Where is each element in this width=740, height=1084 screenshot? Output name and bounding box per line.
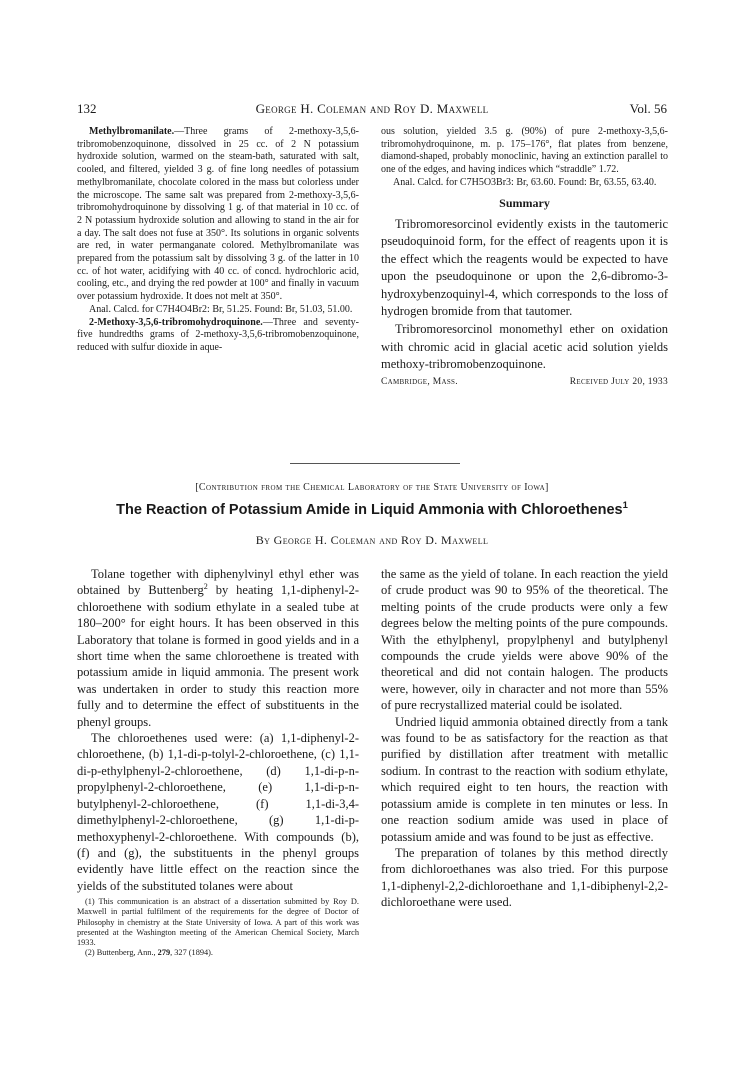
body-paragraph: The preparation of tolanes by this method directly from dichloroethanes was also tried. For this purpose 1,1-diphenyl-2,2-dichloroethane and 1,1-dibiphenyl-2,2-dichloroethane were used.: [381, 845, 668, 910]
body-paragraph: Undried liquid ammonia obtained directly from a tank was found to be as satisfactory for the reaction as that purified by distillation after treatment with metallic sodium. In contrast to the reaction with sodium ethylate, which required eight to ten hours, the reaction with potassium amide is complete in ten minutes or less. In one reaction sodium amide was used in place of potassium amide and was found to be just as effective.: [381, 714, 668, 844]
signoff-place: Cambridge, Mass.: [381, 376, 458, 387]
running-title: George H. Coleman and Roy D. Maxwell: [255, 101, 489, 116]
contribution-line: [Contribution from the Chemical Laboratory of the State University of Iowa]: [195, 482, 549, 493]
running-head: [77, 101, 667, 117]
summary-paragraph: Tribromoresorcinol monomethyl ether on oxidation with chromic acid in glacial acetic acid solution yields methoxy-tribromobenzoquinone.: [381, 322, 668, 372]
article-title: [77, 499, 667, 518]
compound-heading: Methylbromanilate.: [89, 126, 175, 137]
compound-heading: 2-Methoxy-3,5,6-tribromohydroquinone.: [89, 316, 263, 328]
footnote-marker: 1: [622, 499, 628, 511]
footnote-2: [77, 948, 359, 958]
methylbromanilate-paragraph: [77, 126, 359, 304]
hydroquinone-paragraph: [77, 317, 359, 355]
signoff: [381, 377, 668, 387]
signoff-received: Received July 20, 1933: [569, 376, 668, 387]
paragraph-text: —Three grams of 2-methoxy-3,5,6-tribromobenzoquinone, dissolved in 25 cc. of 2 N potassium hydroxide solution, warmed on the steam-bath, saturated with salt, cooled, and filtered, yielded 3 g. of fine long needles of potassium methylbromanilate, chocolate colored in the mass but colorless under the microscope. The same salt was prepared from 2-methoxy-3,5,6-tribromohydroquinone by dissolving 1 g. of that material in 10 cc. of 2 N potassium hydroxide solution and allowing to stand in the air for a day. The salt does not fuse at 350°. Its solutions in organic solvents are red, in water permanganate colored. Methylbromanilate was prepared from the potassium salt by dissolving 3 g. of the latter in 10 cc. of hot water, acidifying with 40 cc. of concd. hydrochloric acid, cooling, etc., and drying the red powder at 100° and finally in vacuum over potassium hydroxide. It does not melt at 350°.: [77, 126, 359, 303]
page-number: 132: [77, 101, 97, 116]
volume-label: Vol. 56: [629, 101, 667, 116]
footnote-text: (2) Buttenberg, Ann.,: [85, 948, 158, 958]
paragraph-text: Tolane together with diphenylvinyl ethyl ether was obtained by Buttenberg: [77, 567, 359, 598]
article-authors: By George H. Coleman and Roy D. Maxwell: [255, 533, 489, 547]
paragraph-text: —Three and seventy-five hundredths grams of 2-methoxy-3,5,6-tribromobenzoquinone, reduced with sulfur dioxide in aque-: [77, 316, 359, 353]
title-text: The Reaction of Potassium Amide in Liquid Ammonia with Chloroethenes: [116, 502, 623, 518]
paragraph-text: by heating 1,1-diphenyl-2-chloroethene with sodium ethylate in a sealed tube at 180–200° for eight hours. It has been observed in this Laboratory that tolane is formed in good yields and in a short time when the same chloroethene is treated with potassium amide in liquid ammonia. The present work was undertaken in order to study this reaction more fully and to determine the effect of substituents in the phenyl groups.: [77, 583, 359, 729]
analysis-line: Anal. Calcd. for C7H4O4Br2: Br, 51.25. Found: Br, 51.03, 51.00.: [89, 303, 353, 315]
prev-article-right-column: [381, 126, 668, 387]
body-paragraph: the same as the yield of tolane. In each reaction the yield of crude product was 90 to 95% of the theoretical. The melting points of the crude products were only a few degrees below the melting points of the pure compounds. With the ethylphenyl, propylphenyl and butylphenyl compounds the crude yields were above 90% of the theoretical and did not contain halogen. The products were, however, oily in character and not more than 55% of pure recrystallized material could be isolated.: [381, 567, 668, 713]
footnotes: [77, 897, 359, 958]
section-divider: [290, 463, 460, 464]
footnote-volume: 279: [157, 948, 171, 958]
summary-paragraph: Tribromoresorcinol evidently exists in the tautomeric pseudoquinoid form, for the effect of reagents upon it is the effect which the reagents would be expected to have upon the pseudoquinone or upon the 2,6-dibromo-3-hydroxybenzoquinyl-4, which corresponds to the loss of hydrogen bromide from that tautomer.: [381, 216, 668, 319]
footnote-1: (1) This communication is an abstract of a dissertation submitted by Roy D. Maxwell in partial fulfilment of the requirements for the degree of Doctor of Philosophy in chemistry at the State University of Iowa. A part of this work was presented at the Washington meeting of the American Chemical Society, March 1933.: [77, 897, 359, 947]
footnote-text: , 327 (1894).: [170, 948, 213, 958]
analysis-line: Anal. Calcd. for C7H5O3Br3: Br, 63.60. Found: Br, 63.55, 63.40.: [393, 176, 657, 188]
article-right-column: [381, 566, 668, 911]
prev-article-left-column: [77, 126, 359, 355]
body-paragraph: [77, 566, 359, 730]
continued-paragraph: ous solution, yielded 3.5 g. (90%) of pure 2-methoxy-3,5,6-tribromohydroquinone, m. p. 175–176°, flat plates from benzene, diamond-shaped, probably monoclinic, having an extinction parallel to one of the edges, and having indices which “straddle” 1.72.: [381, 126, 668, 176]
footnote-marker: 2: [203, 582, 208, 592]
body-paragraph: The chloroethenes used were: (a) 1,1-diphenyl-2-chloroethene, (b) 1,1-di-p-tolyl-2-chloroethene, (c) 1,1-di-p-ethylphenyl-2-chloroethene, (d) 1,1-di-p-n-propylphenyl-2-chloroethene, (e) 1,1-di-p-n-butylphenyl-2-chloroethene, (f) 1,1-di-3,4-dimethylphenyl-2-chloroethene, (g) 1,1-di-p-methoxyphenyl-2-chloroethene. With compounds (b), (f) and (g), the substituents in the phenyl groups evidently have little effect on the reaction since the yields of the substituted tolanes were about: [77, 731, 359, 893]
summary-heading: Summary: [499, 195, 550, 210]
article-left-column: [77, 566, 359, 958]
